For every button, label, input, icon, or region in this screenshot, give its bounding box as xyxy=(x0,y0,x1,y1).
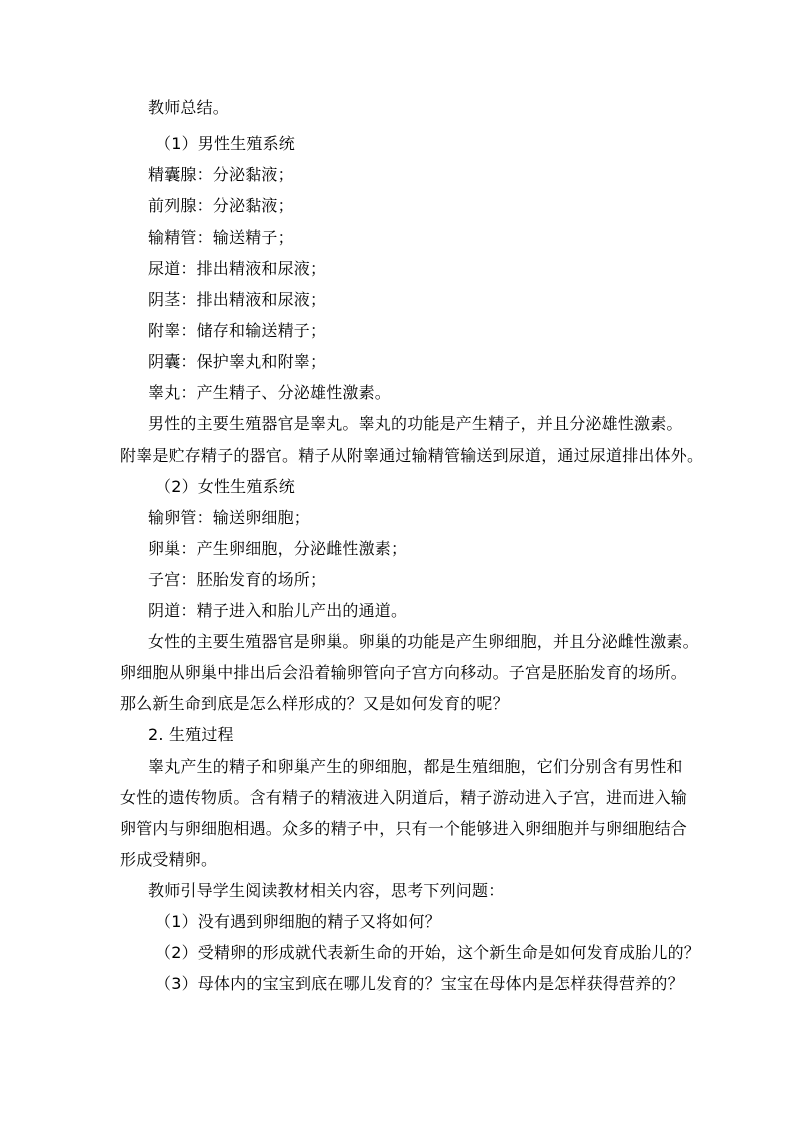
paragraph-line-25: 形成受精卵。 xyxy=(120,850,218,869)
question-3: （3）母体内的宝宝到底在哪儿发育的？宝宝在母体内是怎样获得营养的？ xyxy=(155,974,684,993)
paragraph-line-23: 女性的遗传物质。含有精子的精液进入阴道后，精子游动进入子宫，进而进入输 xyxy=(120,788,688,807)
text-line-15: 卵巢：产生卵细胞，分泌雌性激素； xyxy=(148,539,408,558)
paragraph-line-12: 附睾是贮存精子的器官。精子从附睾通过输精管输送到尿道，通过尿道排出体外。 xyxy=(120,446,704,465)
text-line-16: 子宫：胚胎发育的场所； xyxy=(148,570,327,589)
text-line-3: 精囊腺：分泌黏液； xyxy=(148,165,294,184)
section-heading-reproduction: 2. 生殖过程 xyxy=(148,725,234,744)
text-line-4: 前列腺：分泌黏液； xyxy=(148,196,294,215)
section-heading-male: （1）男性生殖系统 xyxy=(155,134,295,153)
text-line-1: 教师总结。 xyxy=(148,98,230,117)
text-line-6: 尿道：排出精液和尿液； xyxy=(148,259,327,278)
paragraph-line-18: 女性的主要生殖器官是卵巢。卵巢的功能是产生卵细胞，并且分泌雌性激素。 xyxy=(148,632,699,651)
section-heading-female: （2）女性生殖系统 xyxy=(155,477,295,496)
paragraph-line-11: 男性的主要生殖器官是睾丸。睾丸的功能是产生精子，并且分泌雄性激素。 xyxy=(148,414,683,433)
paragraph-line-20: 那么新生命到底是怎么样形成的？又是如何发育的呢？ xyxy=(120,694,509,713)
text-line-7: 阴茎：排出精液和尿液； xyxy=(148,290,327,309)
question-2: （2）受精卵的形成就代表新生命的开始，这个新生命是如何发育成胎儿的？ xyxy=(155,943,700,962)
text-line-8: 附睾：储存和输送精子； xyxy=(148,321,327,340)
paragraph-line-19: 卵细胞从卵巢中排出后会沿着输卵管向子宫方向移动。子宫是胚胎发育的场所。 xyxy=(120,663,688,682)
paragraph-line-26: 教师引导学生阅读教材相关内容，思考下列问题： xyxy=(148,881,505,900)
text-line-9: 阴囊：保护睾丸和附睾； xyxy=(148,352,327,371)
text-line-17: 阴道：精子进入和胎儿产出的通道。 xyxy=(148,601,408,620)
text-line-10: 睾丸：产生精子、分泌雄性激素。 xyxy=(148,383,392,402)
paragraph-line-22: 睾丸产生的精子和卵巢产生的卵细胞，都是生殖细胞，它们分别含有男性和 xyxy=(148,757,683,776)
question-1: （1）没有遇到卵细胞的精子又将如何？ xyxy=(155,912,441,931)
text-line-5: 输精管：输送精子； xyxy=(148,228,294,247)
paragraph-line-24: 卵管内与卵细胞相遇。众多的精子中，只有一个能够进入卵细胞并与卵细胞结合 xyxy=(120,819,688,838)
text-line-14: 输卵管：输送卵细胞； xyxy=(148,508,311,527)
